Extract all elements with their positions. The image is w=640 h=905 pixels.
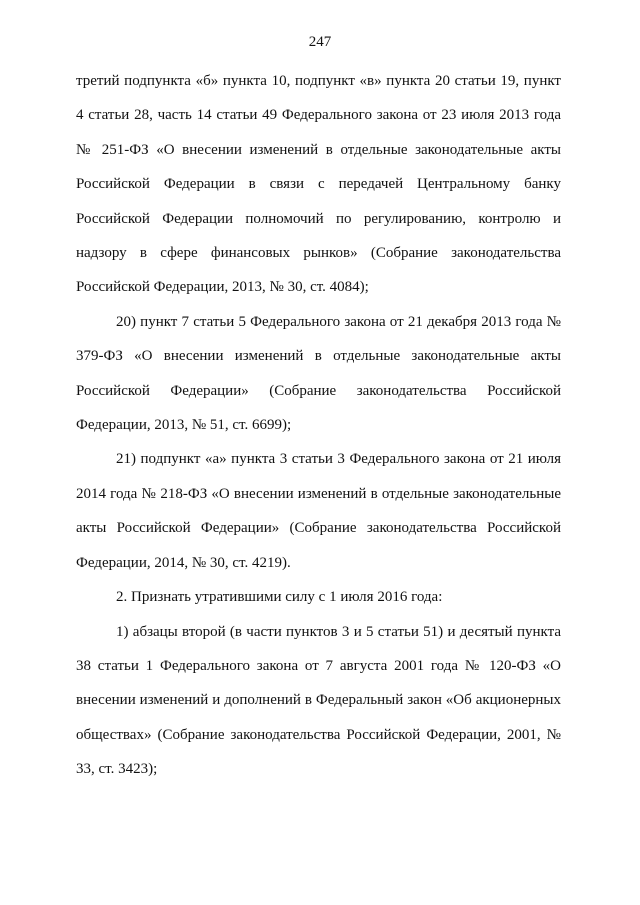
document-body	[76, 64, 561, 787]
paragraph-item-21: 21) подпункт «а» пункта 3 статьи 3 Федерального закона от 21 июля 2014 года № 218-ФЗ «О внесении изменений в отдельные законодательные акты Российской Федерации» (Собрание законодательства Российской Федерации, 2014, № 30, ст. 4219).	[76, 451, 561, 571]
page-number: 247	[308, 34, 332, 50]
paragraph-item-1: 1) абзацы второй (в части пунктов 3 и 5 статьи 51) и десятый пункта 38 статьи 1 Федерального закона от 7 августа 2001 года № 120-ФЗ «О внесении изменений и дополнений в Федеральный закон «Об акционерных обществах» (Собрание законодательства Российской Федерации, 2001, № 33, ст. 3423);	[76, 623, 561, 778]
paragraph-item-20: 20) пункт 7 статьи 5 Федерального закона от 21 декабря 2013 года № 379-ФЗ «О внесении изменений в отдельные законодательные акты Российской Федерации» (Собрание законодательства Российской Федерации, 2013, № 51, ст. 6699);	[76, 313, 561, 434]
paragraph-section-2: 2. Признать утратившими силу с 1 июля 2016 года:	[116, 589, 443, 606]
paragraph-continuation: третий подпункта «б» пункта 10, подпункт «в» пункта 20 статьи 19, пункт 4 статьи 28, часть 14 статьи 49 Федерального закона от 23 июля 2013 года № 251-ФЗ «О внесении изменений в отдельные законодательные акты Российской Федерации в связи с передачей Центральному банку Российской Федерации полномочий по регулированию, контролю и надзору в сфере финансовых рынков» (Собрание законодательства Российской Федерации, 2013, № 30, ст. 4084);	[76, 73, 561, 296]
